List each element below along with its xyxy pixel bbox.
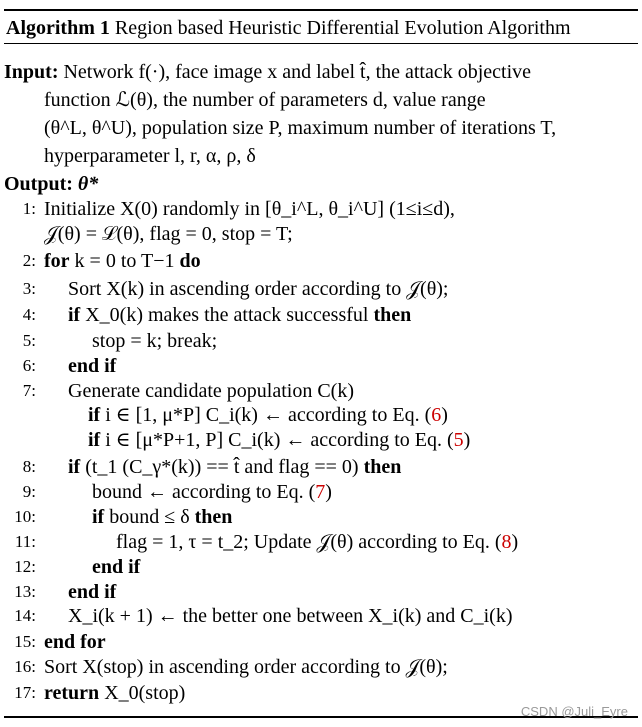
input-l1: Input: Network f(·), face image x and label t̂, the attack objective (4, 61, 532, 83)
step-text: if bound ≤ δ then (92, 506, 233, 528)
input-l3: (θ^L, θ^U), population size P, maximum number of iterations T, (44, 117, 557, 139)
step-number: 8: (22, 457, 36, 476)
input-l2: function ℒ(θ), the number of parameters d, value range (44, 89, 486, 111)
step-number: 2: (22, 251, 36, 270)
step-text: end for (44, 631, 106, 653)
step-number: 10: (14, 507, 36, 526)
step-number: 3: (22, 279, 36, 298)
step-number: 5: (22, 331, 36, 350)
step-text: if X_0(k) makes the attack successful then (68, 304, 412, 326)
step-number: 4: (22, 305, 36, 324)
caption-rule (4, 43, 638, 44)
step-number: 16: (14, 657, 36, 676)
step-text: Initialize X(0) randomly in [θ_i^L, θ_i^U] (1≤i≤d), (44, 198, 455, 220)
step-text: end if (68, 581, 117, 603)
step-text: Sort X(k) in ascending order according to 𝒥(θ); (68, 278, 449, 300)
step-number: 9: (22, 482, 36, 501)
step-number: 6: (22, 356, 36, 375)
step-text: end if (68, 355, 117, 377)
step-number: 15: (14, 632, 36, 651)
step-text: Sort X(stop) in ascending order according to 𝒥(θ); (44, 656, 448, 678)
step-text: end if (92, 556, 141, 578)
step-number: 1: (22, 199, 36, 218)
step-text: if i ∈ [1, μ*P] C_i(k) ← according to Eq. (6) (88, 404, 448, 426)
step-text: flag = 1, τ = t_2; Update 𝒥(θ) according to Eq. (8) (116, 531, 519, 553)
step-number: 7: (22, 381, 36, 400)
step-text: bound ← according to Eq. (7) (92, 481, 332, 503)
step-text: if i ∈ [μ*P+1, P] C_i(k) ← according to Eq. (5) (88, 429, 471, 451)
caption-label: Algorithm 1 (6, 17, 110, 39)
input-l4: hyperparameter l, r, α, ρ, δ (44, 145, 256, 167)
step-text: stop = k; break; (92, 330, 218, 352)
watermark: CSDN @Juli_Eyre (520, 704, 628, 719)
step-number: 17: (14, 683, 36, 702)
step-text: 𝒥(θ) = ℒ(θ), flag = 0, stop = T; (44, 223, 293, 245)
step-text: if (t_1 (C_γ*(k)) == t̂ and flag == 0) then (68, 456, 402, 478)
output-label: Output: (4, 173, 73, 195)
step-text: return X_0(stop) (44, 682, 186, 704)
step-text: for k = 0 to T−1 do (44, 250, 201, 272)
step-text: X_i(k + 1) ← the better one between X_i(k) and C_i(k) (68, 605, 513, 627)
step-number: 13: (14, 582, 36, 601)
step-number: 12: (14, 557, 36, 576)
output-value: θ* (77, 173, 99, 195)
step-text: Generate candidate population C(k) (68, 380, 354, 402)
top-rule (4, 9, 638, 11)
step-number: 11: (14, 532, 36, 551)
step-number: 14: (14, 606, 36, 625)
caption-title: Region based Heuristic Differential Evolution Algorithm (114, 17, 571, 39)
